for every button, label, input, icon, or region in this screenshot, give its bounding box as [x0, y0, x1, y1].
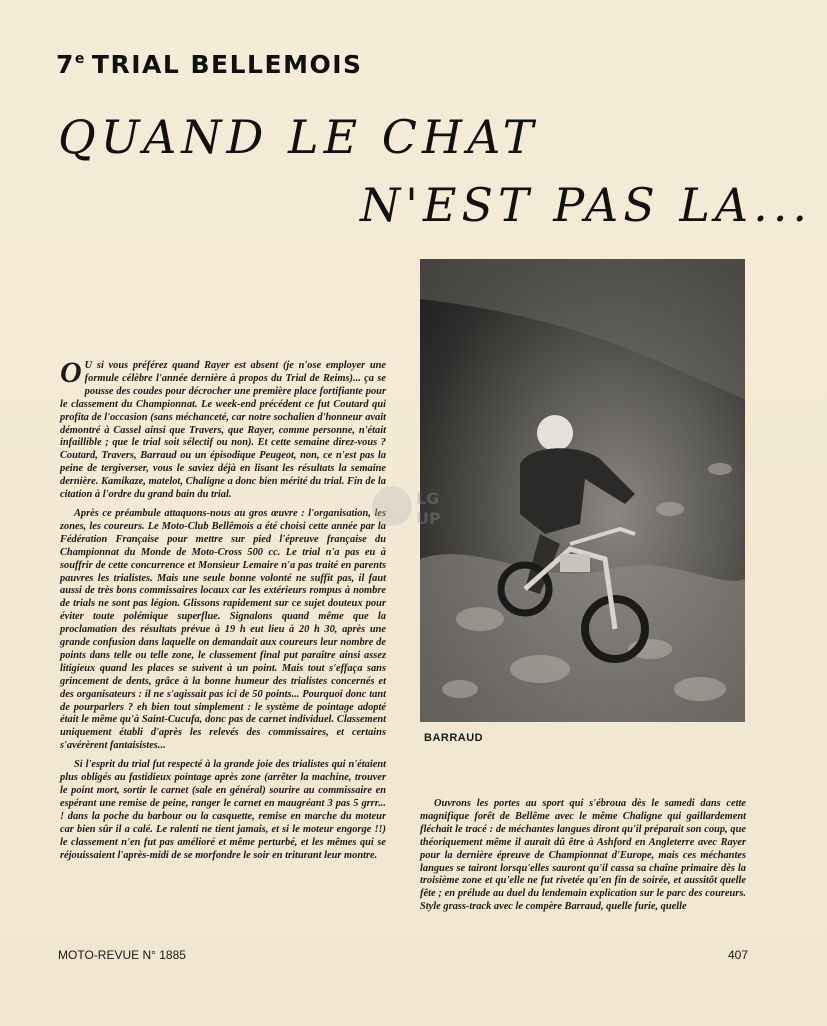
article-kicker — [56, 50, 363, 79]
kicker-number: 7 — [56, 50, 75, 79]
left-column — [60, 356, 386, 868]
right-column — [420, 798, 746, 920]
kicker-suffix: e — [74, 51, 86, 67]
paragraph: Ouvrons les portes au sport qui s'ébroua dès le samedi dans cette magnifique forêt de Bellême avec le même Chaligne qui gaillardement fléchait le tracé : de méchantes langues diront qu'il préparait son coup, que théoriquement même il aurait dû être à Ashford en Angleterre avec Rayer pour la dernière épreuve de Championnat d'Europe, mais ces méchantes langues se tairont lorsqu'elles sauront qu'il cassa sa chaîne primaire dès la troisième zone et qu'elle ne fut rivetée qu'en fin de soirée, et aussitôt quelle fête ; en prélude au duel du lendemain explication sur le parc des coureurs. Style grass-track avec le compère Barraud, quelle furie, quelle — [420, 798, 746, 913]
headline-line-1: QUAND LE CHAT — [58, 110, 539, 164]
dropcap: O — [60, 356, 82, 389]
svg-text:LG: LG — [416, 489, 440, 508]
trial-photo — [420, 259, 745, 722]
kicker-title: TRIAL BELLEMOIS — [91, 50, 363, 79]
photo-caption: BARRAUD — [424, 732, 484, 744]
page-number: 407 — [728, 948, 749, 962]
paragraph: Après ce préambule attaquons-nous au gros œuvre : l'organisation, les zones, les coureurs. Le Moto-Club Bellêmois a été choisi cette année par la Fédération Française pour mettre sur pied l'épreuve française du Championnat du Monde de Moto-Cross 500 cc. Le trial n'a pas eu à souffrir de cette concurrence et Monsieur Lemaire n'a pas traité en parents pauvres les trialistes. Mais une seule bonne volonté ne suffit pas, il faut aussi de très bons commissaires locaux car les extérieurs rompus à nombre de trials ne sont pas légion. Glissons rapidement sur ce sujet douteux pour éviter toute polémique superflue. Signalons quand même que la proclamation des résultats prévue à 19 h eut lieu à 20 h 30, après une grande confusion dans laquelle on demandait aux coureurs leur nombre de points dans telle ou telle zone, le classement final put paraître ainsi assez litigieux quand les places se suivent à un point. Mais tout s'effaça sans grincement de dents, grâce à la bonne humeur des trialistes concernés et des organisateurs : il ne s'agissait pas ici de 50 points... Pourquoi donc tant de pourparlers ? eh bien tout simplement : le système de pointage adopté était le même qu'à Saint-Cucufa, donc pas de carnet individuel. Classement uniquement établi d'après les relevés des commissaires, et certains s'avérèrent fantaisistes... — [60, 507, 386, 752]
paragraph — [60, 356, 386, 502]
rider-illustration — [420, 259, 745, 722]
publication-footer: MOTO-REVUE N° 1885 — [58, 948, 186, 962]
svg-text:UP: UP — [416, 509, 441, 528]
paragraph-text: U si vous préférez quand Rayer est absent (je n'ose employer une formule célèbre l'année dernière à propos du Trial de Reims)... ça se pousse des coudes pour décrocher une première place fortifiante pour le classement du Championnat. Le week-end précédent ce fut Coutard qui profita de l'occasion (sans méchanceté, car notre sochalien d'honneur avait démontré à Cassel ainsi que Travers, que Rayer, comme personne, n'était infaillible ; que le trial soit sélectif ou non). Et cette semaine direz-vous ? Coutard, Travers, Barraud ou un épisodique Peugeot, non, ce n'est pas la peine de tergiverser, vous le saviez déjà en lisant les résultats la semaine dernière. Kamikaze, matelot, Chaligne a donc bien mérité du trial. Fin de la citation à l'ordre du grand bain du trial. — [60, 360, 386, 501]
watermark-logo — [370, 478, 460, 538]
paragraph: Si l'esprit du trial fut respecté à la grande joie des trialistes qui n'étaient plus obligés au fastidieux pointage après zone (arrêter la machine, trouver le point mort, sortir le carnet (sale en général) sourire au commissaire en espérant une remise de peine, ranger le carnet en maugréant 3 pas 5 grrr... ! dans la poche du barbour ou la casquette, remise en marche du moteur car bien sûr il a calé. Le ralenti ne tient jamais, et si le moteur engorge !!) le classement n'en fut pas amélioré et même perturbé, et les mêmes qui se réjouissaient l'après-midi de se morfondre le soir en triturant leur montre. — [60, 759, 386, 861]
headline-line-2: N'EST PAS LA... — [360, 178, 813, 232]
